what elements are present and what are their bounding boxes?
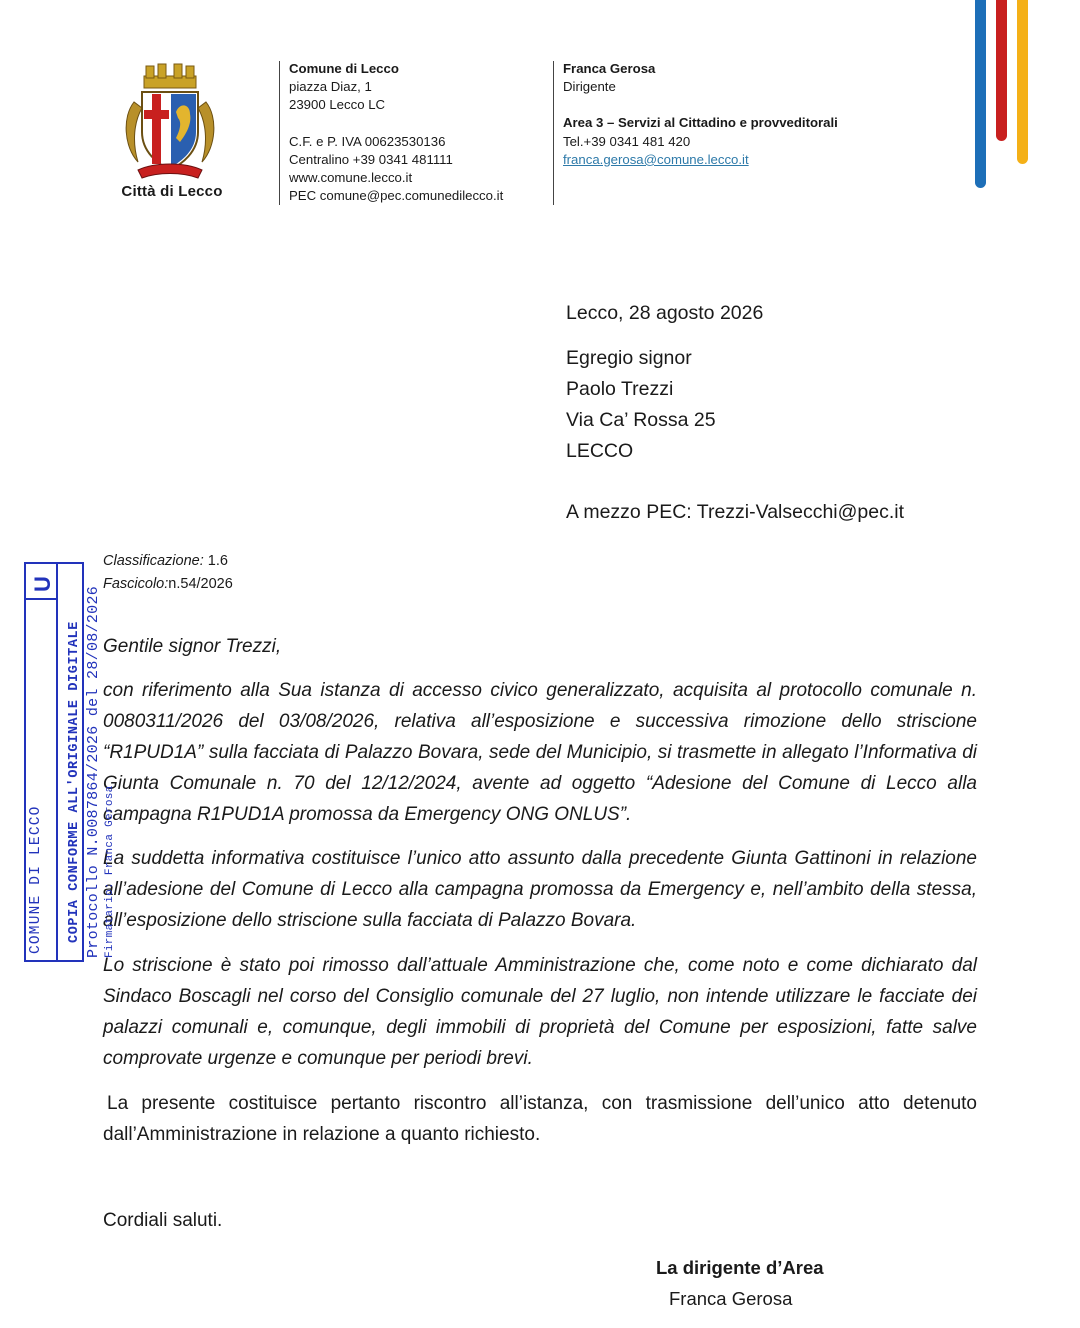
signer-phone: Tel.+39 0341 481 420: [563, 133, 691, 149]
signer-role: Dirigente: [563, 79, 616, 95]
org-address-line: 23900 Lecco LC: [289, 97, 386, 113]
recipient-name: Paolo Trezzi: [566, 378, 674, 400]
signature-title: La dirigente d’Area: [656, 1257, 824, 1278]
letter-date: Lecco, 28 agosto 2026: [566, 302, 764, 324]
letter-paragraph: La suddetta informativa costituisce l’unico atto assunto dalla precedente Giunta Gattinoni in relazione all’adesione del Comune di Lecco alla campagna promossa da Emergency e, nell’ambito della stessa, all’esposizione dello striscione sulla facciata di Palazzo Bovara.: [103, 848, 977, 931]
signer-area: Area 3 – Servizi al Cittadino e provveditorali: [563, 115, 838, 131]
protocol-stamp: [24, 562, 120, 960]
signer-name: Franca Gerosa: [563, 61, 656, 76]
classification-label: Classificazione:: [103, 553, 204, 569]
signature-name: Franca Gerosa: [669, 1288, 793, 1309]
stamp-certified-copy: COPIA CONFORME ALL'ORIGINALE DIGITALE: [67, 621, 82, 943]
stamp-municipality: COMUNE DI LECCO: [28, 805, 44, 954]
brand-bar-yellow: [1017, 0, 1028, 164]
city-label: Città di Lecco: [121, 183, 223, 200]
header-divider: [553, 61, 554, 205]
fascicolo-label: Fascicolo:: [103, 576, 169, 592]
recipient-pec: A mezzo PEC: Trezzi-Valsecchi@pec.it: [566, 501, 905, 523]
letter-paragraph: Lo striscione è stato poi rimosso dall’attuale Amministrazione che, come noto e come dichiarato dal Sindaco Boscagli nel corso del Consiglio comunale del 27 luglio, non intende utilizzare le facciate dei palazzi comunali e, comunque, degli immobili di proprietà del Comune per esposizioni, fatte salve comprovate urgenze e comunque per periodi brevi.: [103, 955, 977, 1069]
stamp-protocol-number: Protocollo N.0087864/2026 del 28/08/2026: [85, 585, 102, 958]
stamp-letter: U: [30, 576, 55, 592]
org-vat: C.F. e P. IVA 00623530136: [289, 133, 446, 149]
recipient-city: LECCO: [566, 440, 634, 462]
org-name: Comune di Lecco: [289, 61, 399, 76]
letter-closing: Cordiali saluti.: [103, 1210, 223, 1231]
org-website: www.comune.lecco.it: [289, 170, 413, 186]
letter-greeting: Gentile signor Trezzi,: [103, 636, 282, 657]
org-address-line: piazza Diaz, 1: [289, 79, 372, 95]
signer-email-link[interactable]: franca.gerosa@comune.lecco.it: [563, 151, 749, 167]
letter-paragraph: con riferimento alla Sua istanza di accesso civico generalizzato, acquisita al protocollo comunale n. 0080311/2026 del 03/08/2026, relativa all’esposizione e successiva rimozione dello striscione “R1PUD1A” sulla facciata di Palazzo Bovara, sede del Municipio, si trasmette in allegato l’Informativa di Giunta Comunale n. 70 del 12/12/2024, avente ad oggetto “Adesione del Comune di Lecco alla campagna R1PUD1A promossa da Emergency ONG ONLUS”.: [103, 680, 977, 825]
header-divider: [279, 61, 280, 205]
org-pec: PEC comune@pec.comunedilecco.it: [289, 188, 504, 204]
brand-bar-blue: [975, 0, 986, 188]
classification: [103, 553, 228, 569]
brand-bar-red: [996, 0, 1007, 141]
classification-value: 1.6: [207, 553, 228, 569]
letter-paragraph: La presente costituisce pertanto riscontro all’istanza, con trasmissione dell’unico atto detenuto dall’Amministrazione in relazione a quanto richiesto.: [103, 1093, 977, 1145]
recipient-street: Via Ca’ Rossa 25: [566, 409, 716, 431]
recipient-salutation: Egregio signor: [566, 347, 692, 369]
org-contact-block: [289, 60, 549, 205]
signer-contact-block: [563, 60, 893, 169]
fascicolo-value: n.54/2026: [168, 576, 233, 592]
stamp-signer: Firmatario: Franca Gerosa: [104, 785, 116, 958]
city-crest-logo: [120, 62, 220, 180]
fascicolo: [103, 576, 233, 592]
org-phone: Centralino +39 0341 481111: [289, 151, 453, 167]
